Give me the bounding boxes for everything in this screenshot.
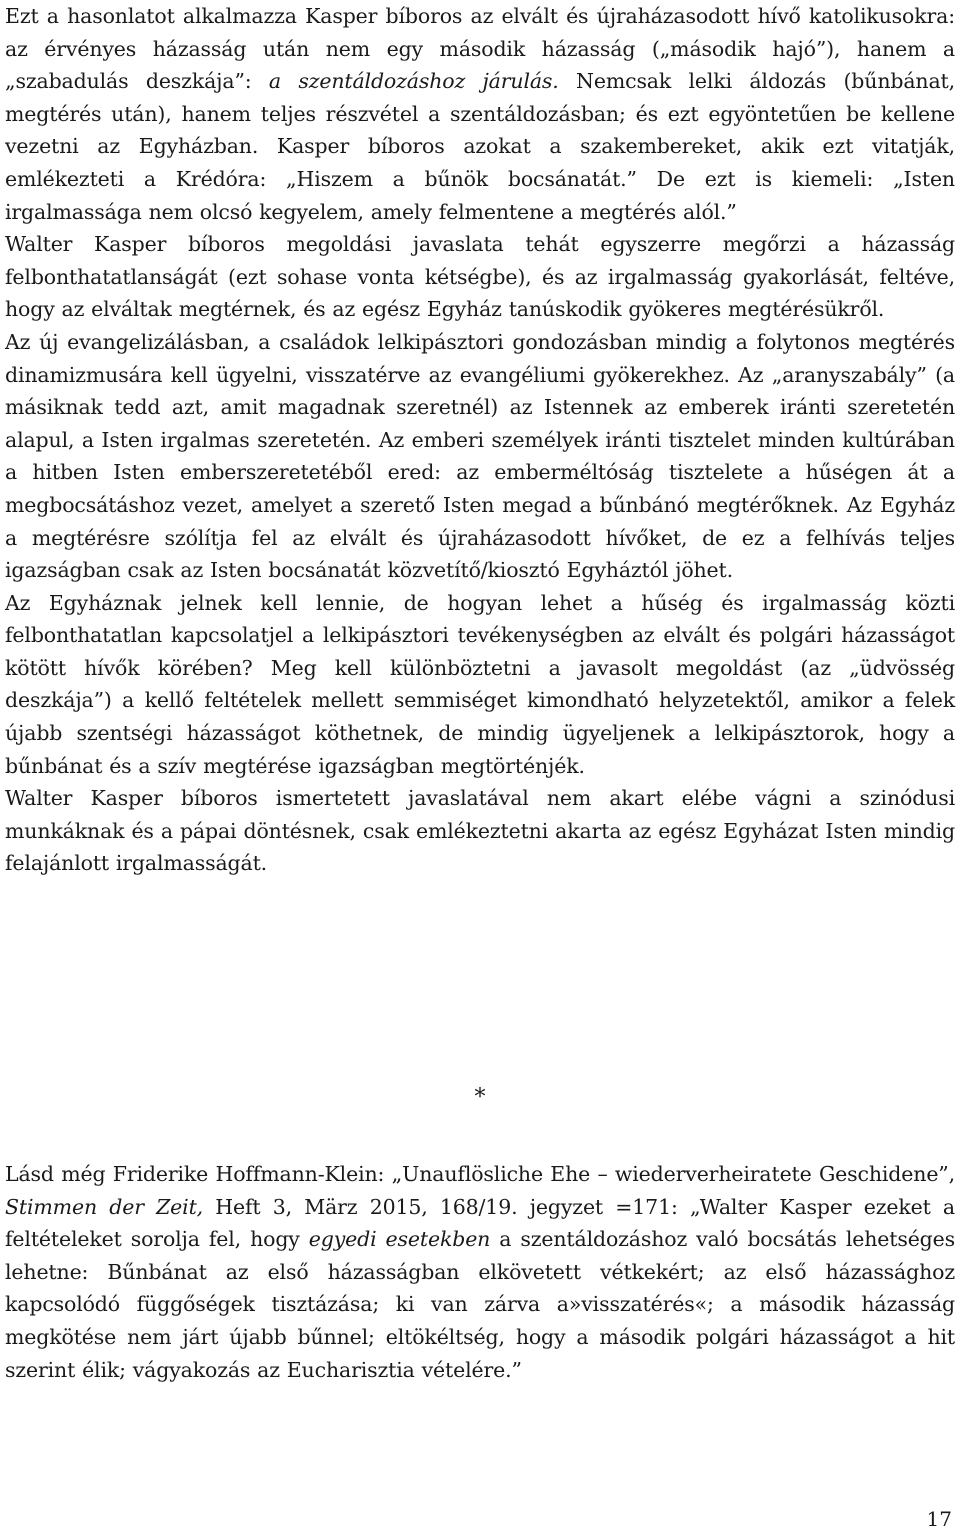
main-text (5, 0, 955, 880)
paragraph-2 (5, 228, 955, 326)
paragraph-4 (5, 587, 955, 783)
segment: Ezt a hasonlatot alkalmazza Kasper bíboros az elvált és újraházasodott hívő katolikusokra: az érvényes házasság után nem egy második házasság („második hajó”), hanem a „szabadulás deszkája”: (5, 4, 955, 94)
segment: Walter Kasper bíboros megoldási javaslata tehát egyszerre megőrzi a házasság felbonthatatlanságát (ezt sohase vonta kétségbe), és az irgalmasság gyakorlását, feltéve, hogy az elváltak megtérnek, és az egész Egyház tanúskodik gyökeres megtérésükről. (5, 232, 955, 322)
paragraph-1 (5, 0, 955, 228)
segment: Az Egyháznak jelnek kell lennie, de hogyan lehet a hűség és irgalmasság közti felbonthatatlan kapcsolatjel a lelkipásztori tevékenységben az elvált és polgári házasságot kötött hívők körében? Meg kell különböztetni a javasolt megoldást (az „üdvösség deszkája”) a kellő feltételek mellett semmiséget kimondható helyzetektől, amikor a felek újabb szentségi házasságot köthetnek, de mindig ügyeljenek a lelkipásztorok, hogy a bűnbánat és a szív megtérése igazságban megtörténjék. (5, 590, 955, 778)
segment-italic: Stimmen der Zeit, (5, 1194, 204, 1219)
segment-italic: a szentáldozáshoz járulás. (268, 69, 559, 94)
paragraph-5 (5, 782, 955, 880)
segment: Nemcsak lelki áldozás (bűnbánat, megtérés után), hanem teljes részvétel a szentáldozásban; és ezt egyöntetűen be kellene vezetni az Egyházban. Kasper bíboros azokat a szakembereket, akik ezt vitatják, emlékezteti a Krédóra: „Hiszem a bűnök bocsánatát.” De ezt is kiemeli: „Isten irgalmassága nem olcsó kegyelem, amely felmentene a megtérés alól.” (5, 69, 956, 224)
segment: Lásd még Friderike Hoffmann-Klein: „Unauflösliche Ehe – wiederverheiratete Geschidene”, (5, 1162, 955, 1186)
segment: Az új evangelizálásban, a családok lelkipásztori gondozásban mindig a folytonos megtérés dinamizmusára kell ügyelni, visszatérve az evangéliumi gyökerekhez. Az „aranyszabály” (a másiknak tedd azt, amit magadnak szeretnél) az Istennek az emberek iránti szeretetén alapul, a Isten irgalmas szeretetén. Az emberi személyek iránti tisztelet minden kultúrában a hitben Isten emberszeretetéből ered: az emberméltóság tisztelete a hűségen át a megbocsátáshoz vezet, amelyet a szerető Isten megad a bűnbánó megtérőknek. Az Egyház a megtérésre szólítja fel az elvált és újraházasodott hívőket, de ez a felhívás teljes igazságban csak az Isten bocsánatát közvetítő/kiosztó Egyháztól jöhet. (5, 329, 955, 583)
footnote (5, 1158, 955, 1386)
section-separator: * (474, 1085, 486, 1110)
segment: Walter Kasper bíboros ismertetett javaslatával nem akart elébe vágni a szinódusi munkáknak és a pápai döntésnek, csak emlékeztetni akarta az egész Egyházat Isten mindig felajánlott irgalmasságát. (5, 786, 955, 876)
page-number: 17 (926, 1507, 952, 1531)
paragraph-3 (5, 326, 955, 587)
segment-italic: egyedi esetekben (308, 1227, 491, 1252)
segment: Heft 3, März 2015, 168/19. jegyzet =171: „Walter Kasper ezeket a feltételeket sorolja fel, hogy (5, 1194, 955, 1252)
footnote-paragraph (5, 1158, 955, 1386)
segment: a szentáldozáshoz való bocsátás lehetséges lehetne: Bűnbánat az első házasságban elkövetett vétkekért; az első házassághoz kapcsolódó függőségek tisztázása; ki van zárva a»visszatérés«; a második házasság megkötése nem járt újabb bűnnel; eltökéltség, hogy a második polgári házasságot a hit szerint élik; vágyakozás az Eucharisztia vételére.” (5, 1227, 956, 1382)
